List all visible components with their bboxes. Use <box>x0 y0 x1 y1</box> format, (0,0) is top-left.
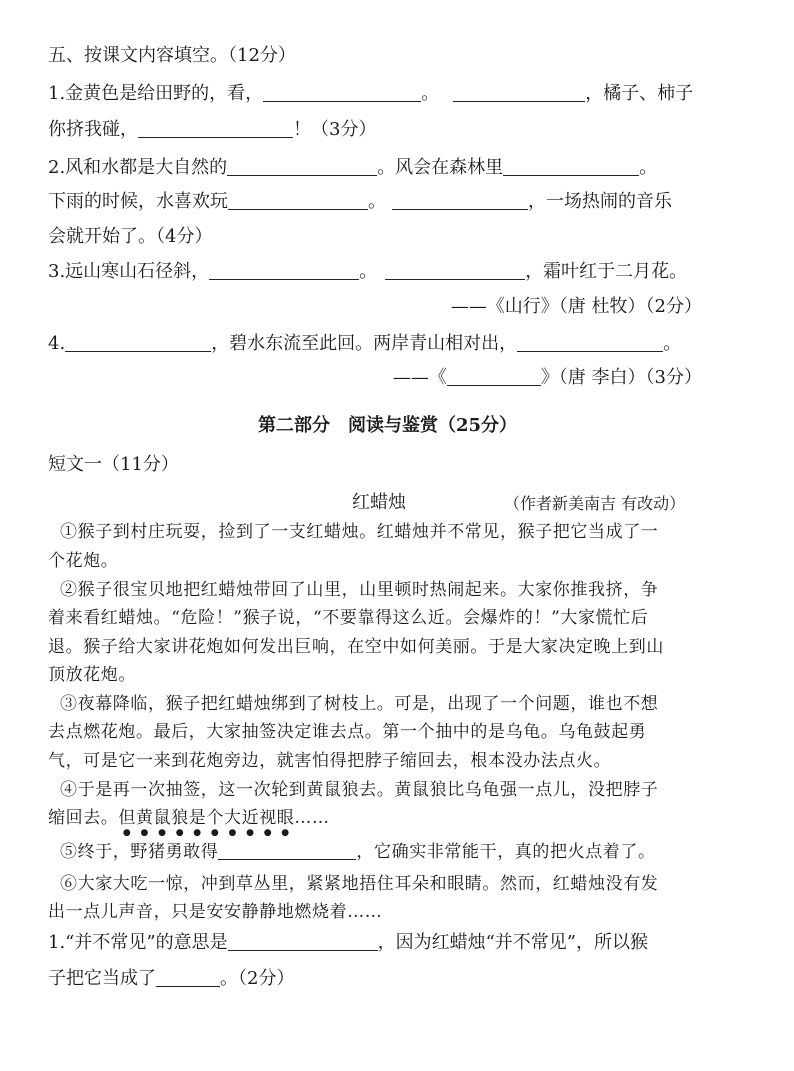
question-4-line-1: 4. ，碧水东流至此回。两岸青山相对出， 。 <box>48 333 682 354</box>
paragraph-3-line: 气，可是它一来到花炮旁边，就害怕得把脖子缩回去，根本没办法点火。 <box>48 751 612 771</box>
paragraph-1-line: ①猴子到村庄玩耍，捡到了一支红蜡烛。红蜡烛并不常见，猴子把它当成了一 <box>60 522 659 542</box>
answer-blank[interactable] <box>453 83 585 102</box>
passage-title: 红蜡烛 <box>352 492 406 513</box>
answer-blank[interactable] <box>138 119 293 138</box>
answer-blank[interactable] <box>503 157 639 176</box>
answer-blank[interactable] <box>156 968 220 987</box>
paragraph-2-line: 着来看红蜡烛。“危险！”猴子说，“不要靠得这么近。会爆炸的！”大家慌忙后 <box>48 608 649 628</box>
question-3-source: ——《山行》（唐 杜牧）（2分） <box>450 296 702 317</box>
question-1-line-2: 你挤我碰， ！（3分） <box>48 119 377 140</box>
paragraph-6-line: 出一点儿声音，只是安安静静地燃烧着…… <box>48 902 383 922</box>
answer-blank[interactable] <box>447 367 541 386</box>
question-2-line-3: 会就开始了。（4分） <box>48 226 213 247</box>
answer-blank[interactable] <box>228 932 378 951</box>
answer-blank[interactable] <box>65 333 211 352</box>
answer-blank[interactable] <box>385 261 525 280</box>
question-2-line-2: 下雨的时候，水喜欢玩 。 ，一场热闹的音乐 <box>48 191 672 212</box>
answer-blank[interactable] <box>392 191 528 210</box>
paragraph-2-line: 顶放花炮。 <box>48 665 136 685</box>
question-1-line-1: 1.金黄色是给田野的，看， 。 ，橘子、柿子 <box>48 83 694 104</box>
question-4-source: ——《 》（唐 李白）（3分） <box>392 367 702 388</box>
answer-blank[interactable] <box>517 333 663 352</box>
answer-blank[interactable] <box>218 841 356 860</box>
part-two-heading: 第二部分 阅读与鉴赏（25分） <box>258 415 518 436</box>
paragraph-6-line: ⑥大家大吃一惊，冲到草丛里，紧紧地捂住耳朵和眼睛。然而，红蜡烛没有发 <box>60 874 659 894</box>
question-3-line-1: 3.远山寒山石径斜， 。 ，霜叶红于二月花。 <box>48 261 688 282</box>
paragraph-4-line: ④于是再一次抽签，这一次轮到黄鼠狼去。黄鼠狼比乌龟强一点儿，没把脖子 <box>60 780 659 800</box>
answer-blank[interactable] <box>209 261 359 280</box>
paragraph-3-line: ③夜幕降临，猴子把红蜡烛绑到了树枝上。可是，出现了一个问题，谁也不想 <box>60 694 659 714</box>
section-five-heading: 五、按课文内容填空。（12分） <box>48 45 296 66</box>
answer-blank[interactable] <box>228 191 368 210</box>
emphasized-text: 但黄鼠狼是个大近视眼 <box>118 808 295 828</box>
reading-question-1-line-1: 1.“并不常见”的意思是 ，因为红蜡烛“并不常见”，所以猴 <box>48 932 648 953</box>
answer-blank[interactable] <box>263 83 421 102</box>
paragraph-1-line: 个花炮。 <box>48 551 119 571</box>
reading-question-1-line-2: 子把它当成了 。（2分） <box>48 968 295 989</box>
paragraph-4-line: 缩回去。但黄鼠狼是个大近视眼…… <box>48 808 330 828</box>
paragraph-2-line: ②猴子很宝贝地把红蜡烛带回了山里，山里顿时热闹起来。大家你推我挤，争 <box>60 580 659 600</box>
paragraph-3-line: 去点燃花炮。最后，大家抽签决定谁去点。第一个抽中的是乌龟。乌龟鼓起勇 <box>48 722 647 742</box>
answer-blank[interactable] <box>227 157 377 176</box>
passage-label: 短文一（11分） <box>48 454 179 475</box>
passage-author: （作者新美南吉 有改动） <box>504 494 686 513</box>
paragraph-2-line: 退。猴子给大家讲花炮如何发出巨响，在空中如何美丽。于是大家决定晚上到山 <box>48 637 664 657</box>
question-2-line-1: 2.风和水都是大自然的 。风会在森林里 。 <box>48 157 658 178</box>
paragraph-5-line: ⑤终于，野猪勇敢得 ，它确实非常能干，真的把火点着了。 <box>60 842 656 862</box>
